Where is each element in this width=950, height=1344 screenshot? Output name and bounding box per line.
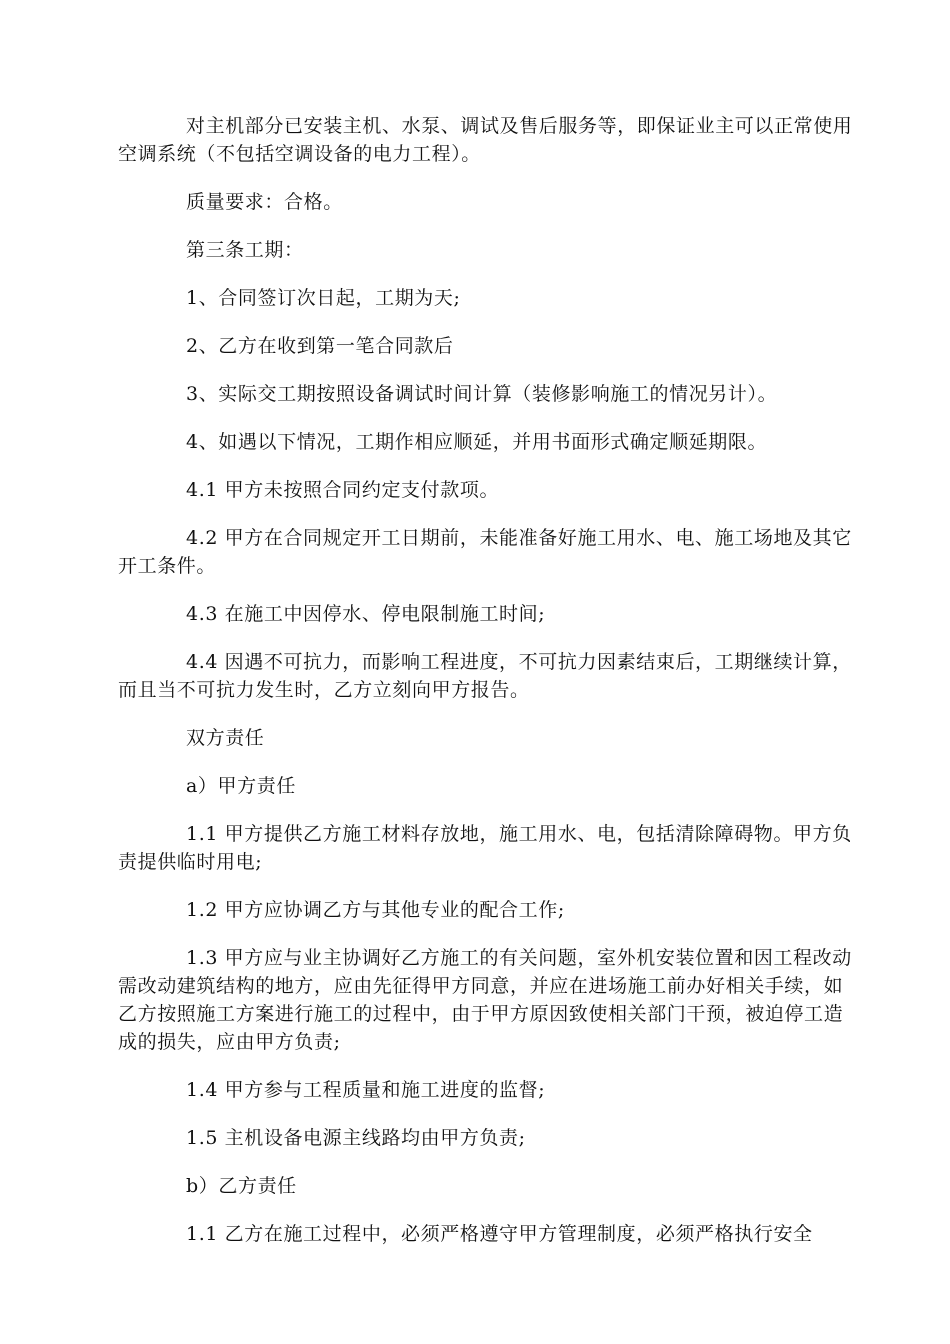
paragraph-responsibilities-heading: 双方责任 <box>186 727 265 749</box>
paragraph-period-item-4-4: 4.4 因遇不可抗力，而影响工程进度，不可抗力因素结束后，工期继续计算，而且当不可抗力发生时，乙方立刻向甲方报告。 <box>118 651 852 701</box>
paragraph-period-item-4-2: 4.2 甲方在合同规定开工日期前，未能准备好施工用水、电、施工场地及其它开工条件。 <box>118 527 852 577</box>
paragraph-period-item-4: 4、如遇以下情况，工期作相应顺延，并用书面形式确定顺延期限。 <box>186 431 768 453</box>
paragraph-party-a-heading: a）甲方责任 <box>186 775 296 797</box>
paragraph-party-a-item-1-1: 1.1 甲方提供乙方施工材料存放地，施工用水、电，包括清除障碍物。甲方负责提供临时用电; <box>118 823 852 873</box>
paragraph-party-b-heading: b）乙方责任 <box>186 1175 297 1197</box>
paragraph-period-item-1: 1、合同签订次日起，工期为天; <box>186 287 461 309</box>
paragraph-party-b-item-1-1: 1.1 乙方在施工过程中，必须严格遵守甲方管理制度，必须严格执行安全 <box>186 1223 813 1245</box>
paragraph-party-a-item-1-2: 1.2 甲方应协调乙方与其他专业的配合工作; <box>186 899 565 921</box>
paragraph-period-item-4-3: 4.3 在施工中因停水、停电限制施工时间; <box>186 603 546 625</box>
paragraph-period-item-4-1: 4.1 甲方未按照合同约定支付款项。 <box>186 479 500 501</box>
paragraph-main-unit-scope: 对主机部分已安装主机、水泵、调试及售后服务等，即保证业主可以正常使用空调系统（不包括空调设备的电力工程）。 <box>118 115 853 165</box>
paragraph-article-3-heading: 第三条工期： <box>186 239 304 261</box>
paragraph-party-a-item-1-5: 1.5 主机设备电源主线路均由甲方负责; <box>186 1127 526 1149</box>
document-body <box>118 112 854 1268</box>
paragraph-party-a-item-1-3: 1.3 甲方应与业主协调好乙方施工的有关问题，室外机安装位置和因工程改动需改动建筑结构的地方，应由先征得甲方同意，并应在进场施工前办好相关手续，如乙方按照施工方案进行施工的过程中，由于甲方原因致使相关部门干预，被迫停工造成的损失，应由甲方负责; <box>118 947 852 1053</box>
paragraph-party-a-item-1-4: 1.4 甲方参与工程质量和施工进度的监督; <box>186 1079 546 1101</box>
paragraph-quality-requirement: 质量要求：合格。 <box>186 191 343 213</box>
paragraph-period-item-3: 3、实际交工期按照设备调试时间计算（装修影响施工的情况另计）。 <box>186 383 778 405</box>
paragraph-period-item-2: 2、乙方在收到第一笔合同款后 <box>186 335 454 357</box>
